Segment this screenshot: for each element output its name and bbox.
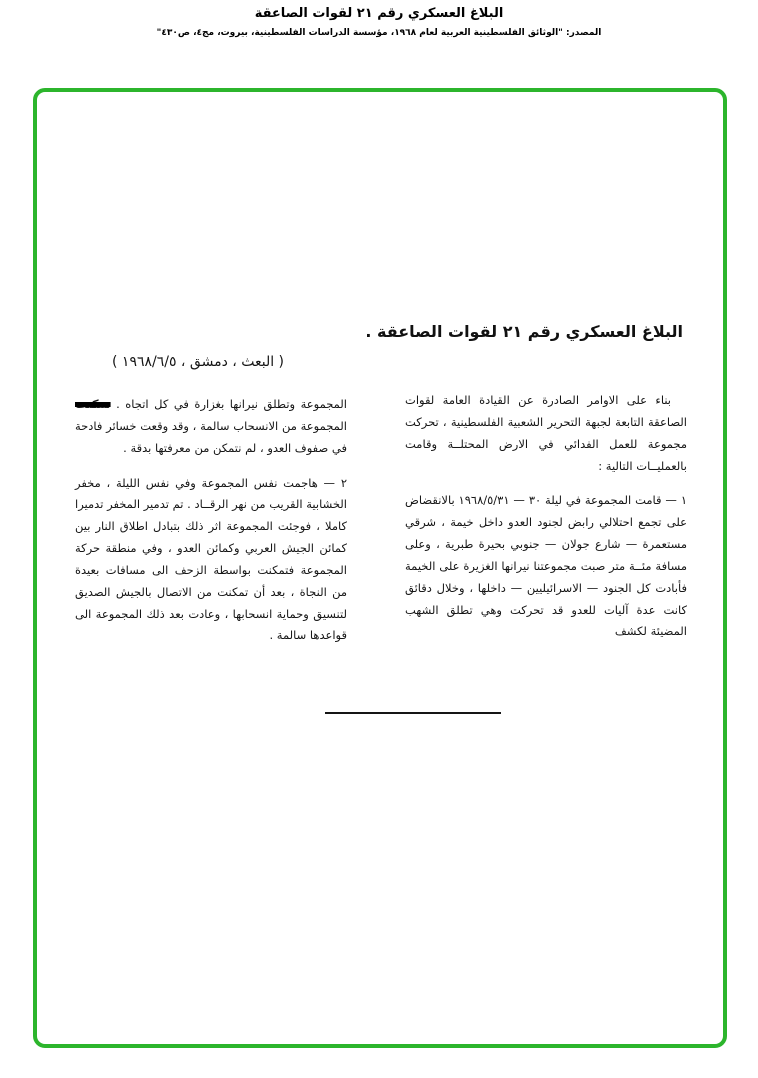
paragraph-operation-2: ٢ — هاجمت نفس المجموعة وفي نفس الليلة ، مخفر الخشابية القريب من نهر الرقــاد . تم تدمير المخفر تدميرا كاملا ، فوجئت المجموعة اثر ذلك بتبادل اطلاق النار بين كمائن الجيش العربي وكمائن العدو ، وفي منطقة حركة المجموعة فتمكنت بواسطة الزحف الى مسافات بعيدة من النجاة ، بعد أن تمكنت من الاتصال بالجيش الصديق لتنسيق وحماية انسحابها ، وعادت بعد ذلك المجموعة الى قواعدها سالمة . <box>75 475 347 643</box>
document-header <box>0 6 758 38</box>
communique-title: البلاغ العسكري رقم ٢١ لقوات الصاعقة . <box>365 322 683 341</box>
struck-word: تمكنت <box>75 397 111 411</box>
text-column-right <box>405 390 687 656</box>
header-title: البلاغ العسكري رقم ٢١ لقوات الصاعقة <box>254 6 504 21</box>
communique-subtitle: ( البعث ، دمشق ، ١٩٦٨/٦/٥ ) <box>112 354 285 370</box>
text-column-left <box>75 394 347 660</box>
paragraph-intro: بناء على الاوامر الصادرة عن القيادة العامة لقوات الصاعقة التابعة لجبهة التحرير الشعبية الفلسطينية ، تحركت مجموعة للعمل الفدائي في الارض المحتلــة وقامت بالعمليــات التالية : <box>405 393 687 473</box>
paragraph-operation-1-continued <box>75 394 347 460</box>
text-run: المجموعة وتطلق نيرانها بغزارة في كل اتجاه . <box>116 397 347 411</box>
text-run: المجموعة من الانسحاب سالمة ، وقد وقعت خسائر فادحة في صفوف العدو ، لم نتمكن من معرفتها بدقة . <box>75 418 347 455</box>
divider-line <box>325 712 501 714</box>
green-frame <box>33 88 727 1048</box>
paragraph-operation-1: ١ — قامت المجموعة في ليلة ٣٠ — ١٩٦٨/٥/٣١ بالانقضاض على تجمع احتلالي رابض لجنود العدو داخل خيمة ، شرقي مستعمرة — شارع جولان — جنوبي بحيرة طبرية ، وعلى مسافة مئــة متر صبت مجموعتنا نيرانها الغزيرة على الخيمة فأبادت كل الجنود — الاسرائيليين — داخلها ، وخلال دقائق كانت عدة آليات للعدو قد تحركت وهي تطلق الشهب المضيئة لكشف <box>405 493 687 639</box>
header-source-citation: المصدر: "الوثائق الفلسطينية العربية لعام ١٩٦٨، مؤسسة الدراسات الفلسطينية، بيروت، مج٤، ص٤٣٠" <box>156 28 602 38</box>
